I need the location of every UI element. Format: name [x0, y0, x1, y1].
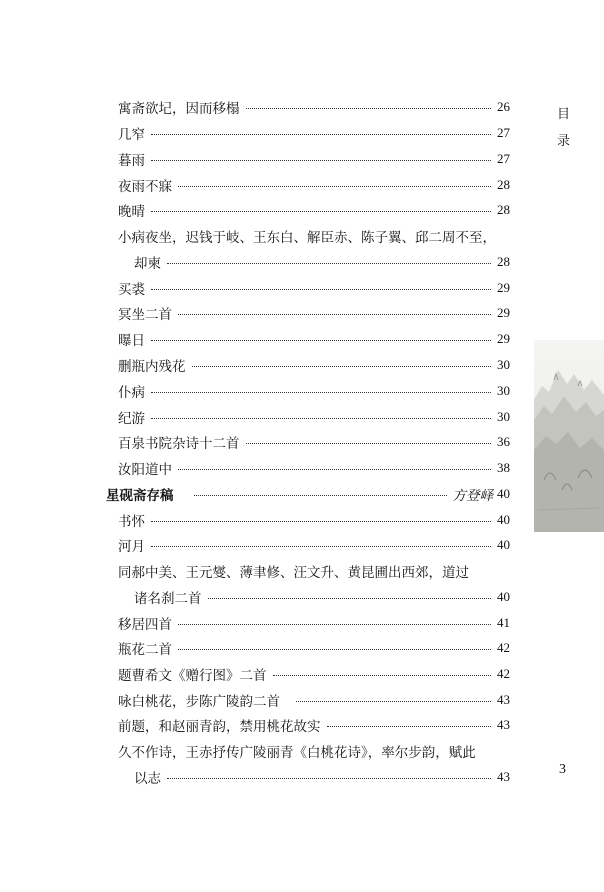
entry-page: 43 [497, 769, 510, 784]
entry-page: 30 [497, 357, 510, 372]
toc-entry[interactable] [134, 586, 510, 608]
entry-page: 43 [497, 717, 510, 732]
toc-entry[interactable] [118, 174, 510, 196]
entry-page: 42 [497, 666, 510, 681]
leader-dots [327, 724, 492, 727]
entry-page: 26 [497, 99, 510, 114]
toc-entry[interactable] [118, 714, 510, 736]
entry-title: 夜雨不寐 [118, 179, 172, 195]
entry-title: 寓斋欲圮，因而移榻 [118, 101, 240, 117]
entry-title: 题曹希文《赠行图》二首 [118, 668, 267, 684]
entry-title: 河月 [118, 539, 145, 555]
toc-entry[interactable] [118, 534, 510, 556]
leader-dots [151, 209, 491, 212]
entry-title: 暮雨 [118, 153, 145, 169]
entry-title: 删瓶内残花 [118, 359, 186, 375]
toc-section-entry[interactable] [106, 483, 510, 505]
landscape-painting [534, 340, 604, 532]
toc-entry[interactable] [134, 766, 510, 788]
leader-dots [192, 364, 492, 367]
leader-dots [167, 776, 491, 779]
entry-title: 曝日 [118, 333, 145, 349]
entry-page: 27 [497, 125, 510, 140]
entry-title: 几窄 [118, 127, 145, 143]
landscape-painting-svg [534, 340, 604, 532]
entry-title: 百泉书院杂诗十二首 [118, 436, 240, 452]
entry-title: 咏白桃花，步陈广陵韵二首 [118, 694, 280, 710]
toc-entry[interactable] [118, 328, 510, 350]
section-title: 星砚斋存稿 [106, 488, 174, 504]
leader-dots [151, 416, 491, 419]
leader-dots [151, 132, 491, 135]
leader-dots [151, 544, 491, 547]
toc-entry[interactable] [118, 689, 510, 711]
entry-page: 40 [497, 589, 510, 604]
entry-title: 以志 [134, 771, 161, 787]
entry-title: 晚晴 [118, 204, 145, 220]
leader-dots [178, 312, 491, 315]
toc-entry[interactable] [118, 277, 510, 299]
entry-title: 买裘 [118, 282, 145, 298]
toc-entry[interactable] [118, 663, 510, 685]
toc-entry[interactable] [118, 637, 510, 659]
entry-title: 前题，和赵丽青韵，禁用桃花故实 [118, 719, 321, 735]
entry-page: 29 [497, 305, 510, 320]
toc-entry[interactable] [118, 96, 510, 118]
toc-entry[interactable] [118, 302, 510, 324]
entry-title-line1[interactable]: 久不作诗，王赤抒传广陵丽青《白桃花诗》，率尔步韵，赋此 [118, 745, 476, 761]
leader-dots [178, 647, 491, 650]
toc-entry[interactable] [118, 509, 510, 531]
leader-dots [151, 287, 491, 290]
toc-entry[interactable] [118, 354, 510, 376]
entry-page: 27 [497, 151, 510, 166]
toc-entry[interactable] [118, 122, 510, 144]
leader-dots [151, 158, 491, 161]
leader-dots [208, 596, 492, 599]
toc-entry[interactable] [118, 612, 510, 634]
section-author: 方登峄 [452, 488, 493, 504]
leader-dots [151, 519, 491, 522]
entry-title-line1[interactable]: 小病夜坐，迟钱于岐、王东白、解臣赤、陈子翼、邱二周不至， [118, 230, 496, 246]
entry-page: 30 [497, 383, 510, 398]
entry-page: 28 [497, 202, 510, 217]
entry-page: 42 [497, 640, 510, 655]
entry-page: 28 [497, 177, 510, 192]
entry-title: 书怀 [118, 514, 145, 530]
entry-page: 41 [497, 615, 510, 630]
entry-title: 诸名刹二首 [134, 591, 202, 607]
entry-page: 38 [497, 460, 510, 475]
entry-title: 瓶花二首 [118, 642, 172, 658]
entry-page: 29 [497, 280, 510, 295]
side-label-lu: 录 [557, 134, 571, 149]
entry-title: 却柬 [134, 256, 161, 272]
leader-dots [246, 106, 492, 109]
toc-entry[interactable] [118, 380, 510, 402]
entry-title: 纪游 [118, 411, 145, 427]
leader-dots [178, 467, 491, 470]
entry-page: 28 [497, 254, 510, 269]
entry-page: 30 [497, 409, 510, 424]
leader-dots [178, 184, 491, 187]
leader-dots [167, 261, 491, 264]
leader-dots [194, 493, 447, 496]
side-label-mu: 目 [557, 107, 571, 122]
entry-title: 汝阳道中 [118, 462, 172, 478]
page-number: 3 [559, 762, 566, 777]
entry-page: 40 [497, 537, 510, 552]
toc-entry[interactable] [118, 148, 510, 170]
entry-title: 移居四首 [118, 617, 172, 633]
entry-page: 40 [497, 486, 510, 501]
leader-dots [151, 390, 491, 393]
entry-page: 43 [497, 692, 510, 707]
toc-entry[interactable] [134, 251, 510, 273]
toc-entry[interactable] [118, 406, 510, 428]
toc-entry[interactable] [118, 199, 510, 221]
entry-page: 29 [497, 331, 510, 346]
entry-title-line1[interactable]: 同郝中美、王元燮、薄聿修、汪文升、黄昆圃出西郊，道过 [118, 565, 469, 581]
toc-entry[interactable] [118, 457, 510, 479]
leader-dots [151, 338, 491, 341]
entry-page: 36 [497, 434, 510, 449]
leader-dots [273, 673, 492, 676]
entry-title: 仆病 [118, 385, 145, 401]
toc-entry[interactable] [118, 431, 510, 453]
leader-dots [178, 622, 491, 625]
leader-dots [246, 441, 492, 444]
leader-dots [296, 699, 491, 702]
entry-title: 冥坐二首 [118, 307, 172, 323]
entry-page: 40 [497, 512, 510, 527]
